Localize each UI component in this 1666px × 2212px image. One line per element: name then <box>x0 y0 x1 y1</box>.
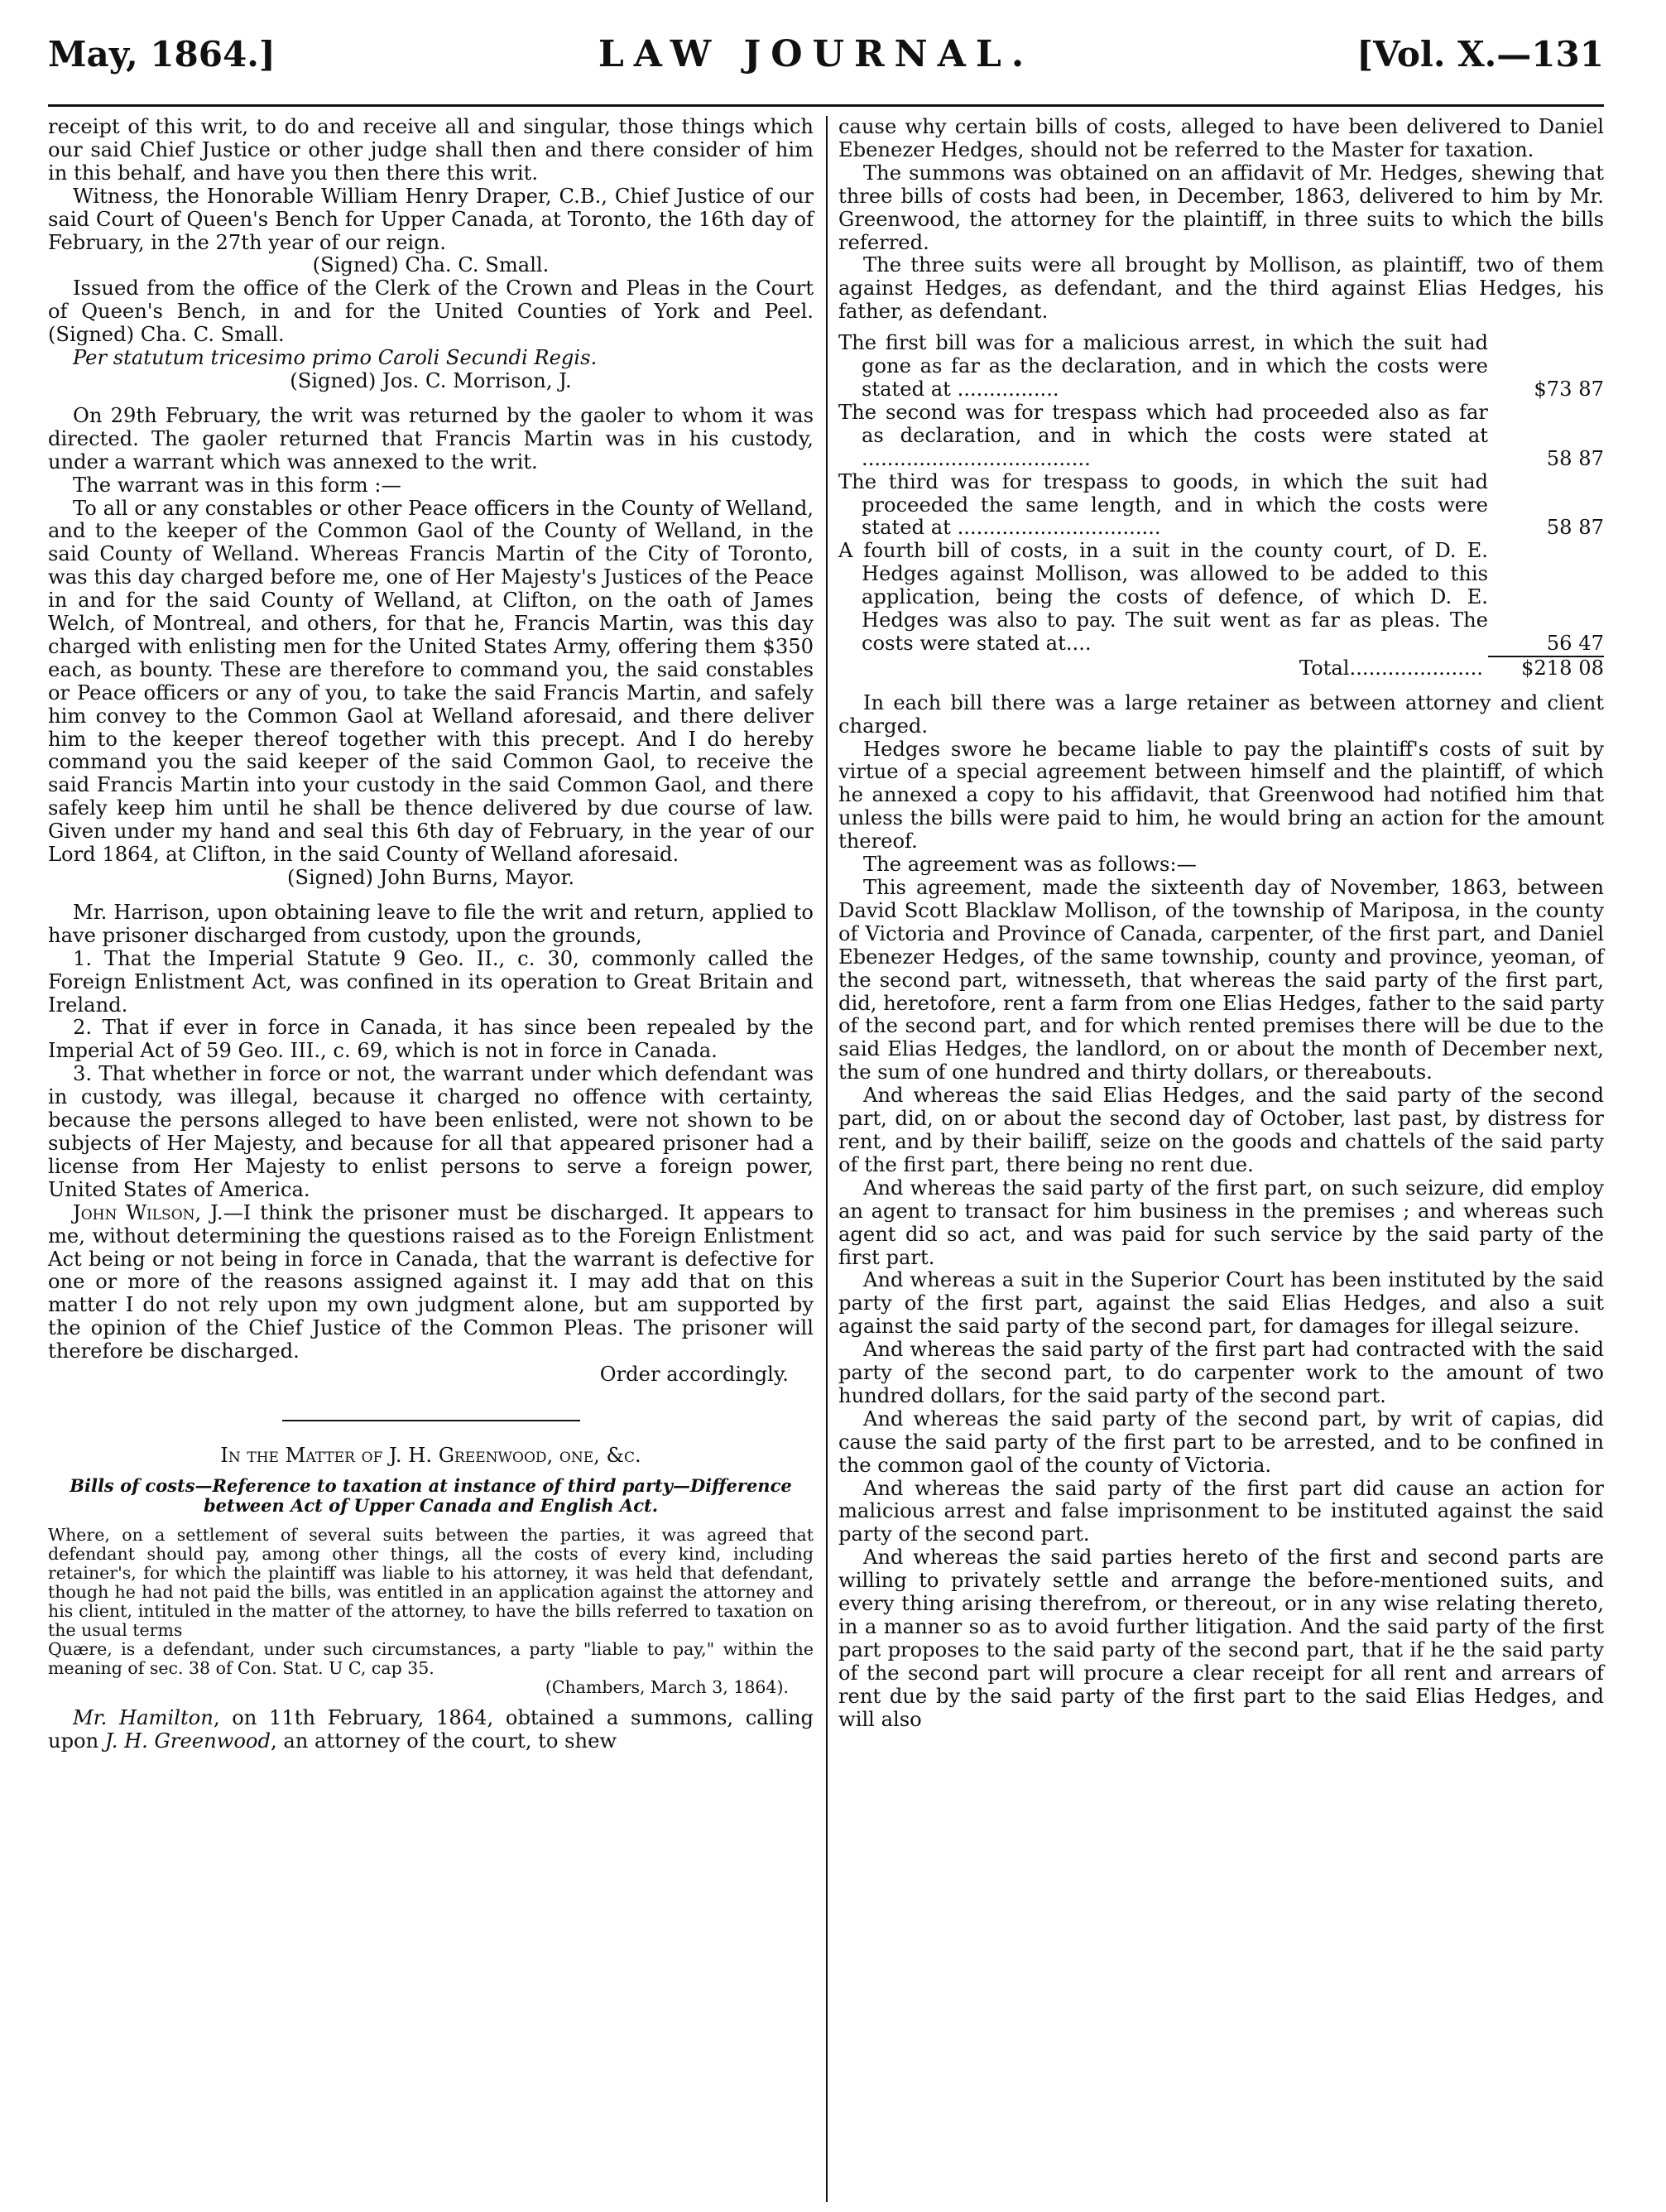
agreement-text: This agreement, made the sixteenth day of November, 1863, between David Scott Blacklaw Mollison, of the township of Mariposa, in the county of Victoria and Province of Canada, carpenter, of the first part, and Daniel Ebenezer Hedges, of the same township, county and province, yeoman, of the second part, witnesseth, that whereas the said party of the first part, did, heretofore, rent a farm from one Elias Hedges, father to the said party of the second part, and for which rented premises there will be due to the said Elias Hedges, the landlord, on or about the month of December next, the sum of one hundred and thirty dollars, or thereabouts. <box>838 876 1604 1084</box>
cost-desc: The third was for trespass to goods, in which the suit had proceeded the same length, and in which the costs were stated at ................................ <box>838 469 1488 540</box>
agreement-text: And whereas the said party of the first part did cause an action for malicious arrest and false imprisonment to be instituted against the said party of the second part. <box>838 1476 1604 1546</box>
header-title: LAW JOURNAL. <box>598 33 1035 75</box>
paragraph: In each bill there was a large retainer as between attorney and client charged. <box>838 690 1604 738</box>
judge-name: John Wilson, J. <box>73 1200 223 1224</box>
left-column <box>48 116 814 1753</box>
agreement-text: And whereas a suit in the Superior Court has been instituted by the said party of the first part, against the said Elias Hedges, and also a suit against the said party of the second part, for damages for illegal seizure. <box>838 1268 1604 1339</box>
chambers-date: (Chambers, March 3, 1864). <box>545 1676 789 1697</box>
table-row <box>838 471 1604 541</box>
order-line: Order accordingly. <box>599 1363 789 1387</box>
paragraph: The warrant was in this form :— <box>73 473 401 497</box>
total-amount: $218 08 <box>1520 656 1604 680</box>
cost-desc: The first bill was for a malicious arrest, in which the suit had gone as far as the declaration, and in which the costs were stated at ................ <box>838 331 1488 401</box>
header-date: May, 1864.] <box>48 34 276 75</box>
paragraph: Issued from the office of the Clerk of the Crown and Pleas in the Court of Queen's Bench, in and for the United Counties of York and Peel. (Signed) Cha. C. Small. <box>48 276 814 347</box>
agreement-text: And whereas the said Elias Hedges, and the said party of the second part, did, on or about the second day of October, last past, by distress for rent, and by their bailiff, seize on the goods and chattels of the said party of the first part, there being no rent due. <box>838 1084 1604 1176</box>
section-rule <box>282 1420 580 1421</box>
ground-3: 3. That whether in force or not, the warrant under which defendant was in custody, was illegal, because it charged no offence with certainty, because the persons alleged to have been enlisted, were not shown to be subjects of Her Majesty, and because for all that appeared prisoner had a license from Her Majesty to enlist persons to serve a foreign power, United States of America. <box>48 1062 814 1201</box>
ground-1: 1. That the Imperial Statute 9 Geo. II., c. 30, commonly called the Foreign Enlistment Act, was confined in its operation to Great Britain and Ireland. <box>48 946 814 1017</box>
agreement-text: And whereas the said party of the second part, by writ of capias, did cause the said party of the first part to be arrested, and to be confined in the common gaol of the county of Victoria. <box>838 1407 1604 1477</box>
text-span: , an attorney of the court, to shew <box>270 1729 617 1753</box>
cost-amount: 58 87 <box>1546 516 1604 540</box>
ground-2: 2. That if ever in force in Canada, it has since been repealed by the Imperial Act of 59 Geo. III., c. 69, which is not in force in Canada. <box>48 1016 814 1063</box>
table-row <box>838 540 1604 656</box>
cost-amount: 58 87 <box>1546 446 1604 470</box>
signature: (Signed) Cha. C. Small. <box>312 253 550 277</box>
cost-desc: A fourth bill of costs, in a suit in the county court, of D. E. Hedges against Mollison, was allowed to be added to this application, being the costs of defence, of which D. E. Hedges was also to pay. The suit went as far as pleas. The costs were stated at.... <box>838 539 1488 655</box>
paragraph: cause why certain bills of costs, alleged to have been delivered to Daniel Ebenezer Hedges, should not be referred to the Master for taxation. <box>838 115 1604 161</box>
paragraph: The agreement was as follows:— <box>863 853 1197 877</box>
paragraph: Hedges swore he became liable to pay the plaintiff's costs of suit by virtue of a special agreement between himself and the plaintiff, of which he annexed a copy to his affidavit, that Greenwood had notified him that unless the bills were paid to him, he would bring an action for the amount thereof. <box>838 737 1604 854</box>
costs-table <box>838 332 1604 680</box>
page-header <box>48 33 1604 99</box>
paragraph: The summons was obtained on an affidavit of Mr. Hedges, shewing that three bills of costs had been, in December, 1863, delivered to him by Mr. Greenwood, the attorney for the plaintiff, in three suits to which the bills referred. <box>838 161 1604 254</box>
paragraph <box>48 1707 814 1753</box>
case-subtitle: Bills of costs—Reference to taxation at instance of third party—Difference between Act of Upper Canada and English Act. <box>70 1474 792 1516</box>
paragraph: The three suits were all brought by Mollison, as plaintiff, two of them against Hedges, as defendant, and the third against Elias Hedges, his father, as defendant. <box>838 253 1604 324</box>
right-column <box>838 116 1604 1732</box>
cost-amount: $73 87 <box>1534 377 1604 401</box>
agreement-text: And whereas the said party of the first part, on such seizure, did employ an agent to transact for him business in the premises ; and whereas such agent did so act, and was paid for such service by the said party of the first part. <box>838 1176 1604 1269</box>
agreement-text: And whereas the said parties hereto of the first and second parts are willing to privately settle and arrange the before-mentioned suits, and every thing arising therefrom, or thereout, or in any wise relating thereto, in a manner so as to avoid further litigation. And the said party of the first part proposes to the said party of the second part, that if he the said party of the second part will procure a clear receipt for all rent and arrears of rent due by the said party of the first part to the said Elias Hedges, and will also <box>838 1546 1604 1731</box>
case-title: In the Matter of J. H. Greenwood, one, &c. <box>220 1443 641 1467</box>
judgment <box>48 1202 814 1363</box>
warrant-text: To all or any constables or other Peace officers in the County of Welland, and to the keeper of the Common Gaol of the County of Welland, in the said County of Welland. Whereas Francis Martin of the City of Toronto, was this day charged before me, one of Her Majesty's Justices of the Peace in and for the said County of Welland, at Clifton, on the oath of James Welch, of Montreal, and others, for that he, Francis Martin, was this day charged with enlisting men for the United States Army, offering them $350 each, as bounty. These are therefore to command you, the said constables or Peace officers or any of you, to take the said Francis Martin, and safely him convey to the Common Gaol at Welland aforesaid, and there deliver him to the keeper thereof together with this precept. And I do hereby command you the said keeper of the said Common Gaol, to receive the said Francis Martin into your custody in the said Common Gaol, and there safely keep him until he shall be thence delivered by due course of law. Given under my hand and seal this 6th day of February, in the year of our Lord 1864, at Clifton, in the said County of Welland aforesaid. <box>48 496 814 867</box>
table-row <box>838 332 1604 402</box>
paragraph: Witness, the Honorable William Henry Draper, C.B., Chief Justice of our said Court of Queen's Bench for Upper Canada, at Toronto, the 16th day of February, in the 27th year of our reign. <box>48 184 814 254</box>
total-row <box>838 657 1604 680</box>
headnote-query: Quære, is a defendant, under such circumstances, a party "liable to pay," within the meaning of sec. 38 of Con. Stat. U C, cap 35. <box>48 1638 814 1678</box>
cost-desc: The second was for trespass which had proceeded also as far as declaration, and in which the costs were stated at .................................... <box>838 400 1488 470</box>
attorney-name: J. H. Greenwood <box>104 1729 271 1753</box>
header-rule <box>48 104 1604 107</box>
paragraph: Mr. Harrison, upon obtaining leave to file the writ and return, applied to have prisoner discharged from custody, upon the grounds, <box>48 900 814 947</box>
header-volume: [Vol. X.—131 <box>1356 34 1604 75</box>
paragraph: receipt of this writ, to do and receive all and singular, those things which our said Chief Justice or other judge shall then and there consider of him in this behalf, and have you then there this writ. <box>48 115 814 185</box>
paragraph: On 29th February, the writ was returned by the gaoler to whom it was directed. The gaoler returned that Francis Martin was in his custody, under a warrant which was annexed to the writ. <box>48 403 814 474</box>
columns <box>48 116 1604 2202</box>
counsel-name: Mr. Hamilton <box>73 1705 214 1729</box>
signature: (Signed) Jos. C. Morrison, J. <box>290 368 572 392</box>
headnote: Where, on a settlement of several suits between the parties, it was agreed that defendant should pay, among other things, all the costs of every kind, including retainer's, for which the plaintiff was liable to his attorney, it was held that defendant, though he had not paid the bills, was entitled in an application against the attorney and his client, intituled in the matter of the attorney, to have the bills referred to taxation on the usual terms <box>48 1524 814 1640</box>
total-label: Total..................... <box>1299 656 1483 680</box>
agreement-text: And whereas the said party of the first part had contracted with the said party of the second part, to do carpenter work to the amount of two hundred dollars, for the said party of the second part. <box>838 1338 1604 1407</box>
cost-amount: 56 47 <box>1546 631 1604 655</box>
journal-page <box>48 33 1604 1753</box>
judgment-text: —I think the prisoner must be discharged. It appears to me, without determining the questions raised as to the Foreign Enlistment Act being or not being in force in Canada, that the warrant is defective for one or more of the reasons assigned against it. I may add that on this matter I do not rely upon my own judgment alone, but am supported by the opinion of the Chief Justice of the Common Pleas. The prisoner will therefore be discharged. <box>48 1200 814 1363</box>
signature: (Signed) John Burns, Mayor. <box>286 866 575 889</box>
latin-statute: Per statutum tricesimo primo Caroli Secundi Regis. <box>73 346 598 370</box>
text-span: , on 11th February, 1864, obtained a summons, calling upon <box>48 1705 814 1753</box>
column-divider <box>826 116 828 2202</box>
table-row <box>838 402 1604 471</box>
